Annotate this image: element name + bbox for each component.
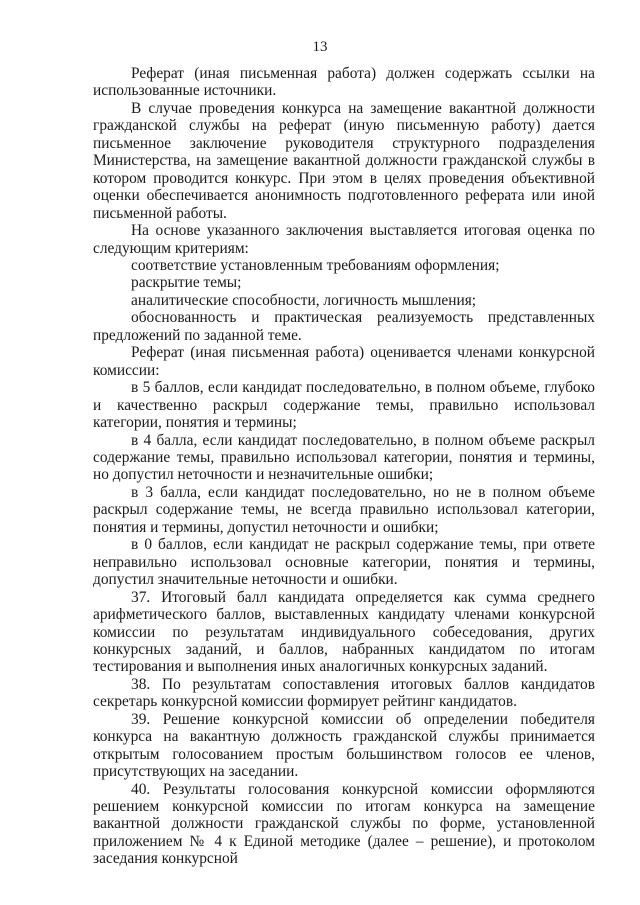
paragraph-final-grade-criteria: На основе указанного заключения выставляется итоговая оценка по следующим критериям: (93, 222, 595, 257)
criterion-topic-disclosure: раскрытие темы; (131, 274, 242, 292)
paragraph-evaluation-by-commission: Реферат (иная письменная работа) оценивается членами конкурсной комиссии: (93, 344, 595, 379)
criterion-proposal-validity: обоснованность и практическая реализуемость представленных предложений по заданной теме. (93, 309, 595, 344)
clause-37-final-score: 37. Итоговый балл кандидата определяется как сумма среднего арифметического баллов, выставленных кандидату членами конкурсной комиссии по результатам индивидуального собеседования, других конкурсных заданий, и баллов, набранных кандидатом по итогам тестирования и выполнения иных аналогичных конкурсных заданий. (93, 588, 595, 676)
grade-3-points: в 3 балла, если кандидат последовательно, но не в полном объеме раскрыл содержание темы, не всегда правильно использовал категории, понятия и термины, допустил неточности и ошибки; (93, 483, 595, 536)
clause-40-voting-results: 40. Результаты голосования конкурсной комиссии оформляются решением конкурсной комиссии по итогам конкурса на замещение вакантной должности гражданской службы по форме, установленной приложением № 4 к Единой методике (далее – решение), и протоколом заседания конкурсной (93, 780, 595, 868)
grade-0-points: в 0 баллов, если кандидат не раскрыл содержание темы, при ответе неправильно использовал основные категории, понятия и термины, допустил значительные неточности и ошибки. (93, 536, 595, 589)
page-number: 13 (312, 39, 328, 55)
criterion-formatting: соответствие установленным требованиям оформления; (131, 256, 500, 274)
document-body (93, 65, 595, 868)
grade-5-points: в 5 баллов, если кандидат последовательно, в полном объеме, глубоко и качественно раскрыл содержание темы, правильно использовал категории, понятия и термины; (93, 379, 595, 432)
clause-38-candidate-rating: 38. По результатам сопоставления итоговых баллов кандидатов секретарь конкурсной комиссии формирует рейтинг кандидатов. (93, 675, 595, 711)
paragraph-reference-requirement: Реферат (иная письменная работа) должен содержать ссылки на использованные источники. (93, 65, 595, 100)
grade-4-points: в 4 балла, если кандидат последовательно, в полном объеме раскрыл содержание темы, правильно использовал категории, понятия и термины, но допустил неточности и незначительные ошибки; (93, 431, 595, 484)
criterion-analytical-skills: аналитические способности, логичность мышления; (131, 291, 477, 309)
clause-39-commission-decision: 39. Решение конкурсной комиссии об определении победителя конкурса на вакантную должность гражданской службы принимается открытым голосованием простым большинством голосов ее членов, присутствующих на заседании. (93, 710, 595, 781)
paragraph-written-conclusion: В случае проведения конкурса на замещение вакантной должности гражданской службы на реферат (иную письменную работу) дается письменное заключение руководителя структурного подразделения Министерства, на замещение вакантной должности гражданской службы в котором проводится конкурс. При этом в целях проведения объективной оценки обеспечивается анонимность подготовленного реферата или иной письменной работы. (93, 99, 595, 222)
